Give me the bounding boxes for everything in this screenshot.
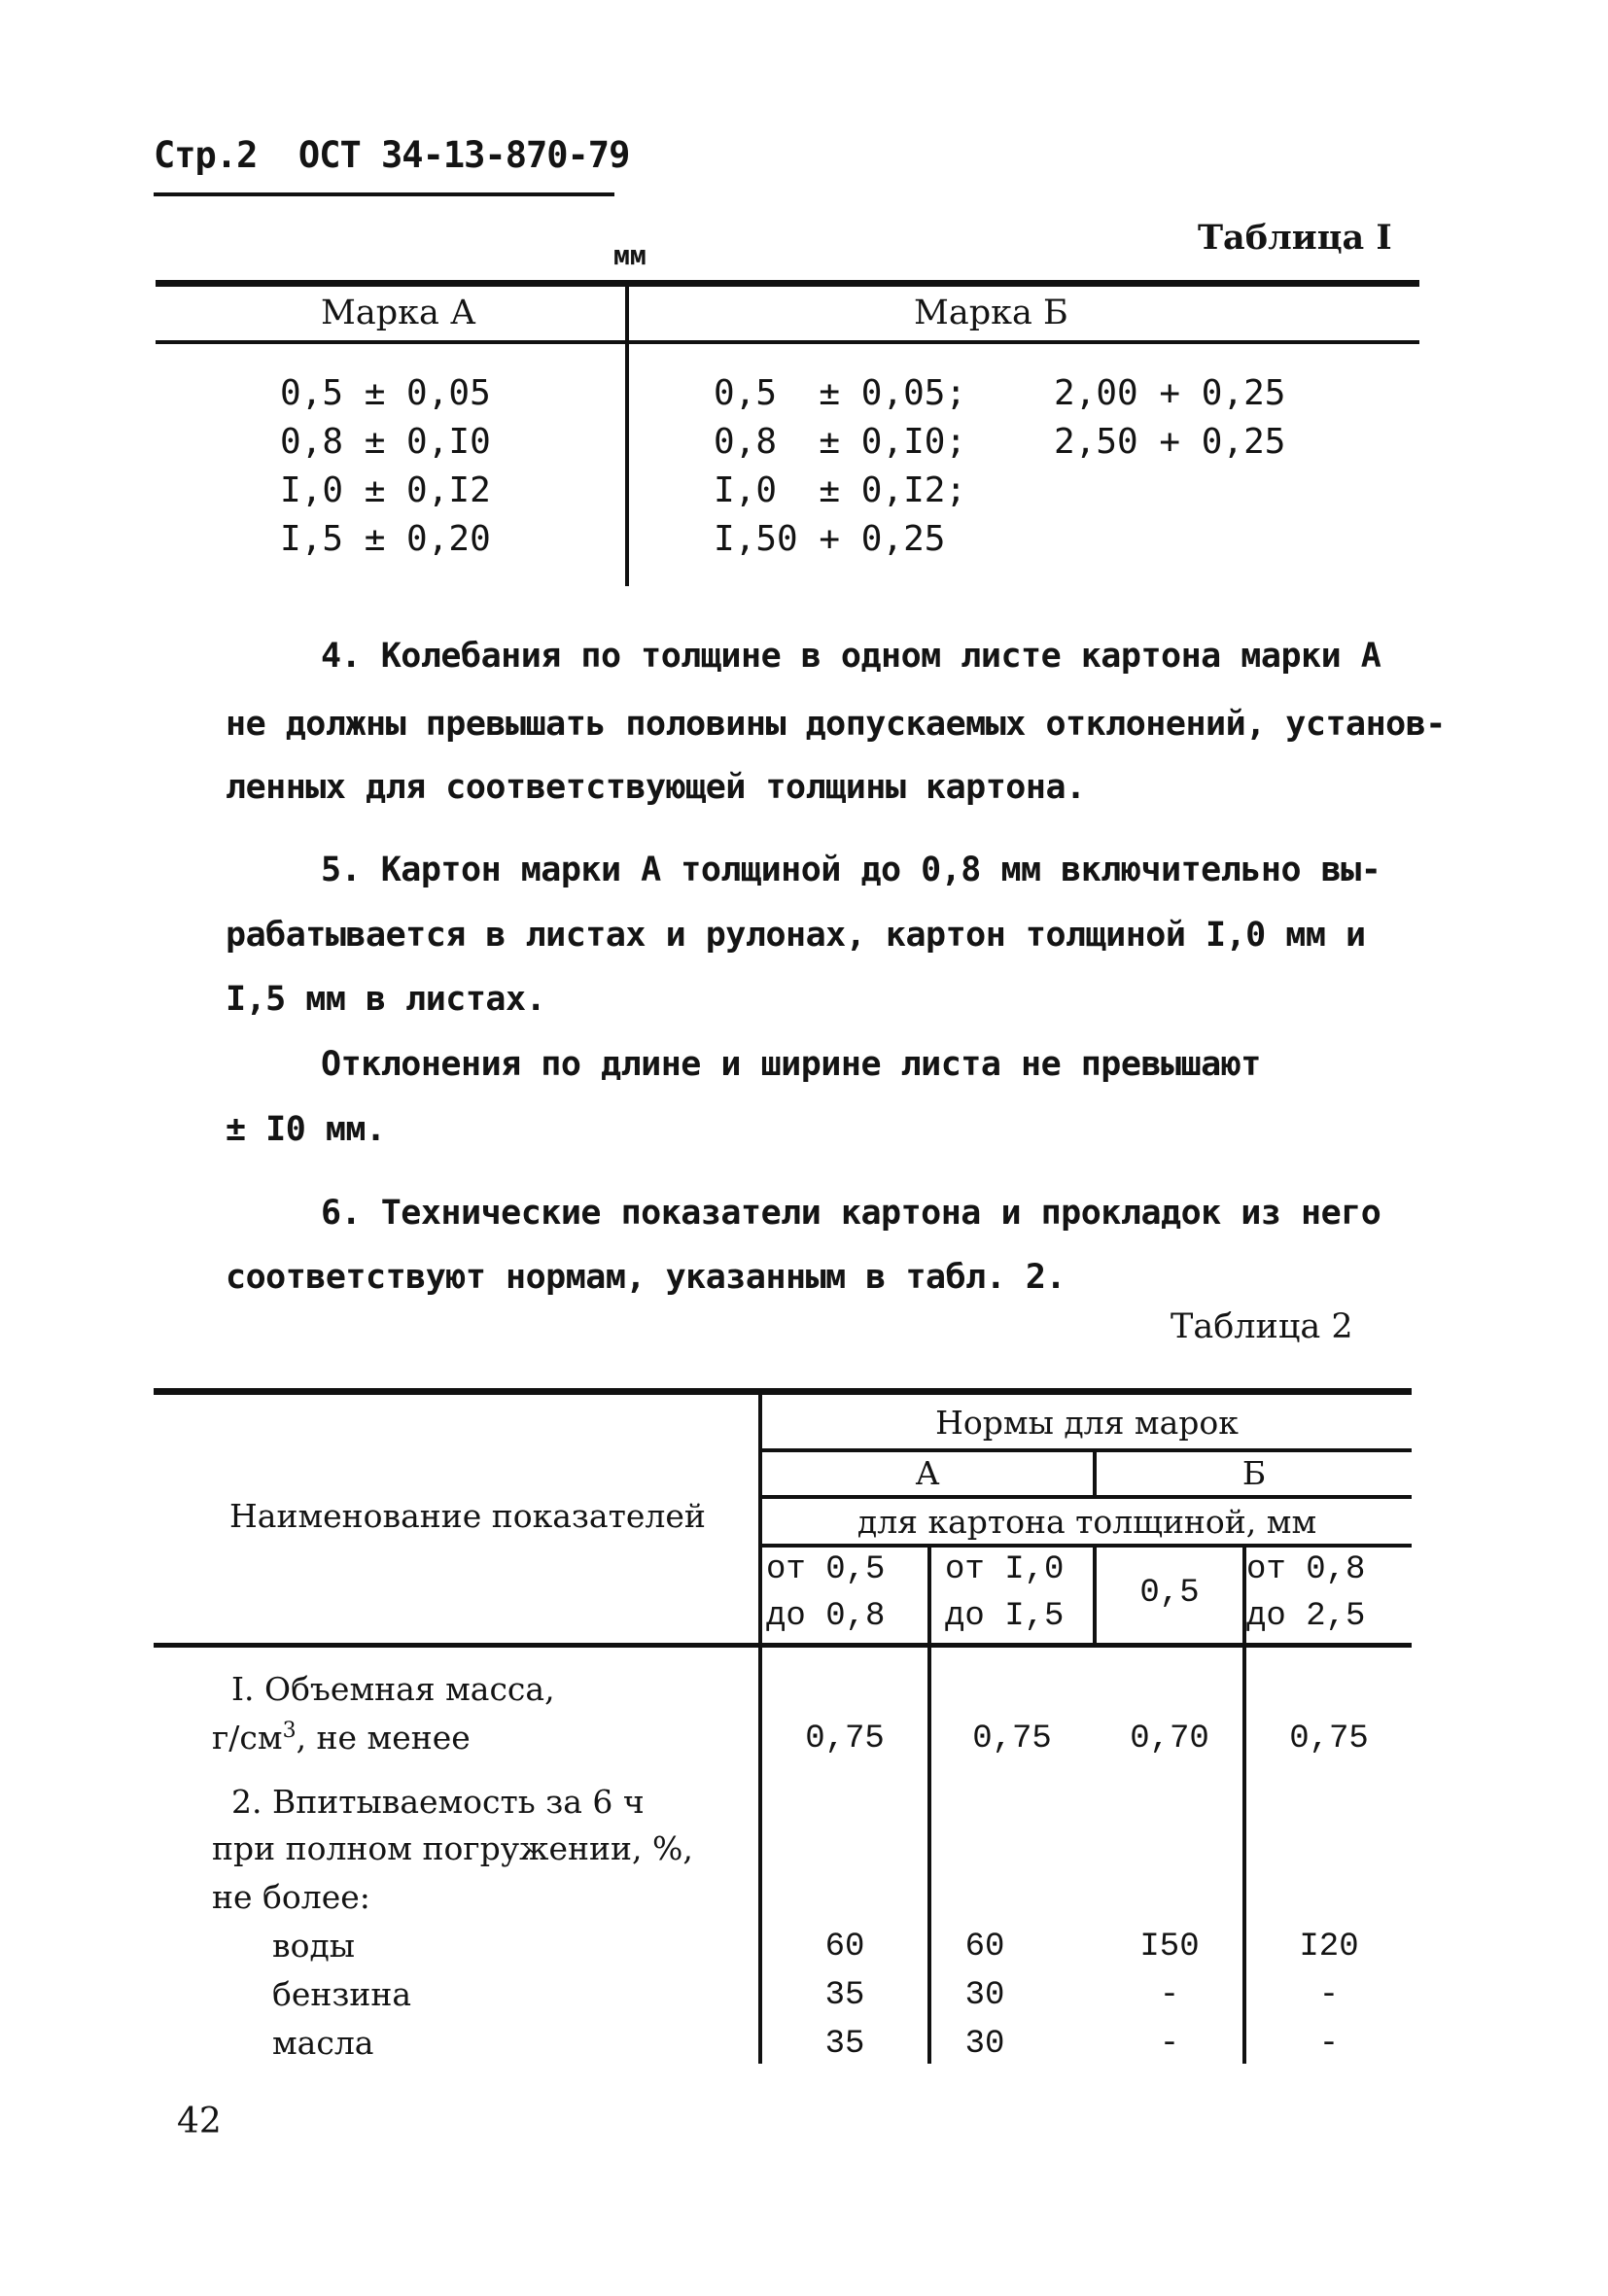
- table2-col-divider: [1093, 1546, 1097, 1647]
- table2-subcol-header: от 0,5: [766, 1551, 886, 1588]
- table2-subrow-value: I50: [1139, 1929, 1200, 1966]
- table1-header-rule: [156, 340, 1419, 344]
- table2-row1-label-2: [212, 1719, 471, 1757]
- table2-row1-unit-tail: , не менее: [296, 1719, 471, 1757]
- paragraph-5b-line: ± I0 мм.: [226, 1110, 386, 1149]
- table1-col-a-value: 0,5 ± 0,05: [280, 373, 491, 413]
- paragraph-5-line: рабатывается в листах и рулонах, картон толщиной I,0 мм и: [226, 916, 1366, 955]
- table1-col-b-header: Марка Б: [914, 294, 1068, 332]
- table2-subrow-value: I20: [1299, 1929, 1359, 1966]
- table2-subrow-value: 60: [824, 1929, 865, 1966]
- table2-brand-a: А: [915, 1454, 940, 1492]
- paragraph-4-line: 4. Колебания по толщине в одном листе картона марки А: [321, 637, 1381, 676]
- table2-row1-value: 0,70: [1130, 1721, 1209, 1757]
- table1-col-a-value: 0,8 ± 0,I0: [280, 422, 491, 462]
- page-header: Стр.2 ОСТ 34-13-870-79: [154, 134, 630, 176]
- table2-row1-value: 0,75: [972, 1721, 1052, 1757]
- table1-col-a-header: Марка А: [321, 294, 476, 332]
- header-underline: [154, 192, 614, 196]
- table2-subrow-value: -: [1159, 1977, 1180, 2014]
- table2-subrow-label: воды: [272, 1927, 356, 1965]
- table1-col-a-value: I,5 ± 0,20: [280, 519, 491, 559]
- table1-top-rule: [156, 280, 1419, 287]
- table2-subrow-value: -: [1318, 1977, 1340, 2014]
- table2-subcol-header: до I,5: [945, 1598, 1065, 1635]
- table2-name-header: Наименование показателей: [229, 1497, 706, 1535]
- table2-row1-unit-sup: 3: [282, 1719, 297, 1743]
- table2-subrow-value: 35: [824, 1977, 865, 2014]
- table2-subcol-header: до 2,5: [1246, 1598, 1366, 1635]
- table2-row2-label: 2. Впитываемость за 6 ч: [231, 1783, 645, 1821]
- table1-col-b2-value: 2,50 + 0,25: [1054, 422, 1286, 462]
- table2-thickness-header: для картона толщиной, мм: [856, 1503, 1317, 1541]
- table2-subrow-label: масла: [272, 2024, 374, 2062]
- table1-col-b-value: I,0 ± 0,I2;: [714, 470, 967, 510]
- table2-thickness-rule: [762, 1544, 1412, 1548]
- table2-caption: Таблица 2: [1171, 1307, 1353, 1346]
- table1-column-divider: [625, 287, 629, 586]
- table2-row2-label: при полном погружении, %,: [212, 1829, 693, 1867]
- table1-col-b-value: 0,5 ± 0,05;: [714, 373, 967, 413]
- table2-norms-header: Нормы для марок: [935, 1404, 1239, 1442]
- table1-col-b2-value: 2,00 + 0,25: [1054, 373, 1286, 413]
- paragraph-6-line: соответствуют нормам, указанным в табл. 2.: [226, 1258, 1066, 1297]
- table2-brand-divider: [1093, 1452, 1097, 1497]
- paragraph-6-line: 6. Технические показатели картона и прокладок из него: [321, 1194, 1381, 1233]
- table2-brand-b: Б: [1241, 1454, 1267, 1492]
- paragraph-4-line: не должны превышать половины допускаемых отклонений, установ-: [226, 705, 1446, 744]
- paragraph-5b-line: Отклонения по длине и ширине листа не превышают: [321, 1045, 1261, 1084]
- table2-norms-rule: [762, 1448, 1412, 1452]
- table1-col-a-value: I,0 ± 0,I2: [280, 470, 491, 510]
- table2-subrow-value: 30: [964, 2026, 1005, 2063]
- table1-col-b-value: I,50 + 0,25: [714, 519, 946, 559]
- table2-brand-rule: [762, 1495, 1412, 1499]
- table2-row2-label: не более:: [212, 1878, 370, 1916]
- table2-subrow-value: -: [1318, 2026, 1340, 2063]
- table2-subrow-label: бензина: [272, 1975, 412, 2013]
- table1-caption: Таблица I: [1198, 218, 1392, 258]
- table2-subrow-value: 35: [824, 2026, 865, 2063]
- table2-row1-label: I. Объемная масса,: [231, 1670, 555, 1708]
- table2-subcol-header: от I,0: [945, 1551, 1065, 1588]
- table1-unit: мм: [613, 239, 647, 271]
- table2-header-bottom-rule: [154, 1643, 1412, 1648]
- paragraph-4-line: ленных для соответствующей толщины картона.: [226, 768, 1086, 807]
- table2-subrow-value: 60: [964, 1929, 1005, 1966]
- table2-row1-value: 0,75: [805, 1721, 885, 1757]
- table2-subcol-header: до 0,8: [766, 1598, 886, 1635]
- paragraph-5-line: 5. Картон марки А толщиной до 0,8 мм включительно вы-: [321, 851, 1381, 889]
- table1-col-b-value: 0,8 ± 0,I0;: [714, 422, 967, 462]
- table2-row1-unit: г/см: [212, 1719, 283, 1757]
- paragraph-5-line: I,5 мм в листах.: [226, 980, 546, 1019]
- table2-subcol-header: 0,5: [1139, 1575, 1200, 1612]
- table2-top-rule: [154, 1388, 1412, 1395]
- table2-subrow-value: -: [1159, 2026, 1180, 2063]
- table2-subrow-value: 30: [964, 1977, 1005, 2014]
- table2-subcol-header: от 0,8: [1246, 1551, 1366, 1588]
- table2-row1-value: 0,75: [1289, 1721, 1369, 1757]
- page-number: 42: [177, 2102, 222, 2141]
